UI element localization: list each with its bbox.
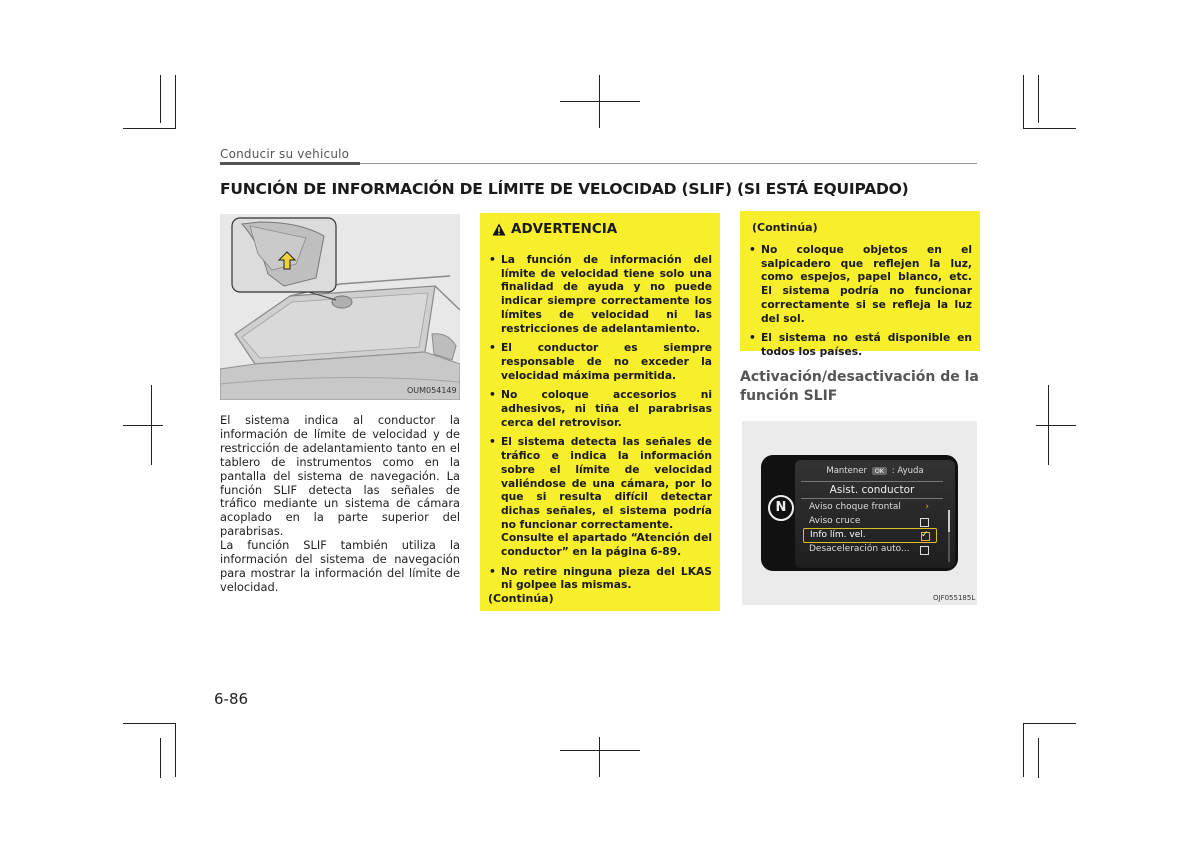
menu-item-label: Info lím. vel. xyxy=(810,530,866,540)
checkmark-icon: ✓ xyxy=(921,530,929,540)
crop-mark xyxy=(123,723,176,724)
menu-item-label: Aviso cruce xyxy=(809,516,861,526)
body-text xyxy=(220,414,460,595)
crop-mark xyxy=(1023,723,1076,724)
crop-mark xyxy=(123,425,163,426)
warning-item: • La función de información del límite de velocidad tiene solo una finalidad de ayuda y no puede indicar siempre correctamente los límites de velocidad ni las restricciones de adelantamiento. xyxy=(488,253,712,335)
warning-box-continued xyxy=(740,211,980,358)
crop-mark xyxy=(160,75,161,123)
menu-header: Asist. conductor xyxy=(801,481,943,499)
crop-mark xyxy=(560,101,640,102)
crop-mark xyxy=(1038,738,1039,778)
crop-mark xyxy=(599,75,600,128)
crop-mark xyxy=(1023,75,1024,129)
menu-item-label: Desaceleración auto... xyxy=(809,544,910,554)
windshield-camera-figure xyxy=(220,214,460,400)
crop-mark xyxy=(160,738,161,778)
crop-mark xyxy=(1023,128,1076,129)
cluster-display-figure xyxy=(742,421,977,605)
section-divider-accent xyxy=(220,162,360,165)
crop-mark xyxy=(123,128,176,129)
crop-mark xyxy=(1048,385,1049,465)
body-paragraph: El sistema indica al conductor la información de límite de velocidad y de restricción de adelantamiento tanto en el tablero de instrumentos como en la pantalla del sistema de navegación. La función SLIF detecta las señales de tráfico mediante un sistema de cámara acoplado en la parte superior del parabrisas. xyxy=(220,413,460,539)
gear-indicator: N xyxy=(768,495,794,521)
warning-list xyxy=(488,253,712,598)
crop-mark xyxy=(1036,425,1076,426)
menu-item-label: Aviso choque frontal xyxy=(809,502,901,512)
continued-label: (Continúa) xyxy=(752,221,818,234)
menu-item-selected xyxy=(803,528,937,543)
figure-code: OJF055185L xyxy=(933,594,976,602)
page-title: FUNCIÓN DE INFORMACIÓN DE LÍMITE DE VELOCIDAD (SLIF) (SI ESTÁ EQUIPADO) xyxy=(220,180,909,198)
chevron-right-icon: › xyxy=(925,502,929,512)
help-hint-prefix: Mantener xyxy=(826,466,867,476)
warning-item: • El sistema detecta las señales de tráfico e indica la información sobre el límite de velocidad valiéndose de una cámara, por lo que si resulta difícil detectar dichas señales, el sistema podría no funcionar correctamente. Consulte el apartado “Atención del conductor” en la página 6-89. xyxy=(488,435,712,558)
cluster-display xyxy=(761,455,958,571)
help-hint-suffix: : Ayuda xyxy=(891,466,924,476)
crop-mark xyxy=(175,75,176,129)
warning-item: • El sistema no está disponible en todos los países. xyxy=(748,331,972,358)
section-label: Conducir su vehiculo xyxy=(220,147,350,161)
warning-item: • No coloque objetos en el salpicadero que reflejen la luz, como espejos, papel blanco, etc. El sistema podría no funcionar correctamente si se refleja la luz del sol. xyxy=(748,243,972,325)
warning-title: ADVERTENCIA xyxy=(511,221,618,237)
warning-item: • No coloque accesorios ni adhesivos, ni tiña el parabrisas cerca del retrovisor. xyxy=(488,388,712,429)
checkbox-checked-icon xyxy=(921,532,930,541)
menu-item xyxy=(803,501,935,514)
checkbox-icon xyxy=(920,546,929,555)
ok-key-icon: OK xyxy=(872,467,887,475)
car-windshield-illustration xyxy=(220,214,460,400)
crop-mark xyxy=(1038,75,1039,123)
warning-item: • El conductor es siempre responsable de no exceder la velocidad máxima permitida. xyxy=(488,341,712,382)
figure-code: OUM054149 xyxy=(407,386,457,395)
menu-item xyxy=(803,543,935,556)
crop-mark xyxy=(599,737,600,777)
checkbox-icon xyxy=(920,518,929,527)
warning-list xyxy=(748,243,972,365)
page-number: 6-86 xyxy=(214,690,249,708)
help-hint xyxy=(795,466,955,476)
crop-mark xyxy=(151,385,152,465)
warning-heading xyxy=(492,221,617,237)
settings-menu-panel xyxy=(795,460,955,568)
subsection-title: Activación/desactivación de la función SLIF xyxy=(740,369,979,404)
menu-scrollbar-thumb xyxy=(948,510,950,532)
crop-mark xyxy=(175,723,176,777)
warning-triangle-icon xyxy=(492,223,506,236)
crop-mark xyxy=(1023,723,1024,777)
continued-label: (Continúa) xyxy=(488,592,554,605)
body-paragraph: La función SLIF también utiliza la información del sistema de navegación para mostrar la información del límite de velocidad. xyxy=(220,538,460,594)
warning-box xyxy=(480,213,720,611)
crop-mark xyxy=(560,750,640,751)
warning-item: • No retire ninguna pieza del LKAS ni golpee las mismas. xyxy=(488,565,712,592)
menu-item xyxy=(803,515,935,528)
